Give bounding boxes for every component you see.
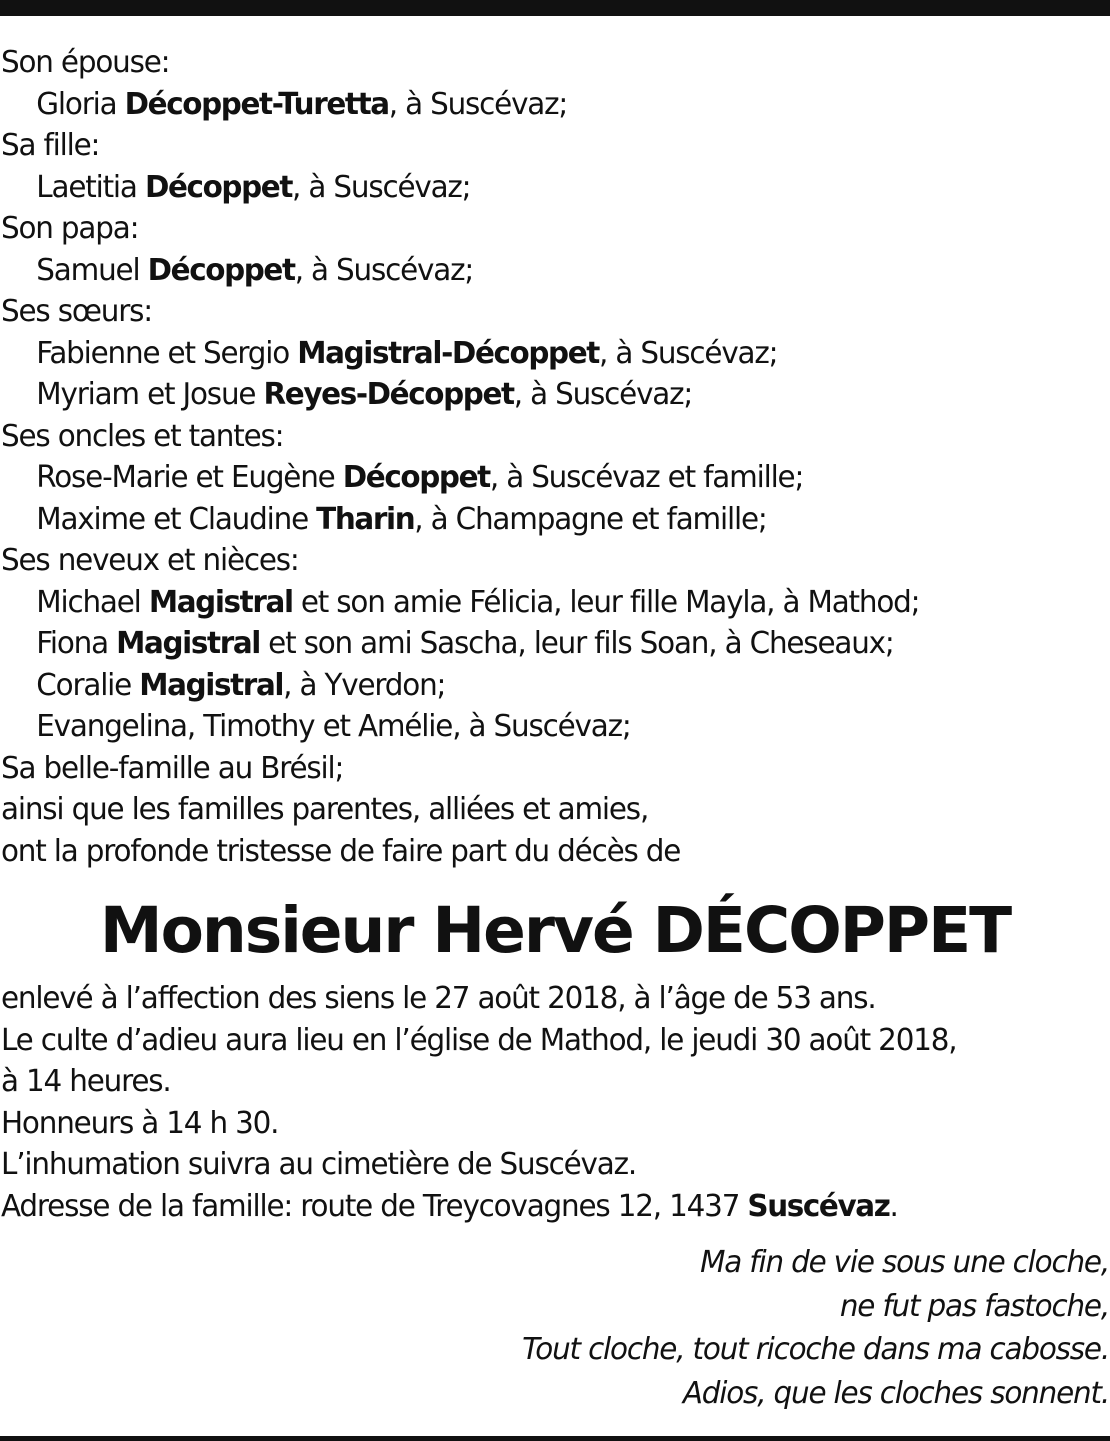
family-member-line-text: Gloria xyxy=(36,86,125,122)
family-member-line-suffix: , à Suscévaz; xyxy=(294,252,474,288)
poem-verse: ne fut pas fastoche, xyxy=(839,1288,1109,1324)
family-member-line xyxy=(1,665,1087,707)
top-border-rule xyxy=(0,0,1110,16)
detail-line xyxy=(1,1186,1087,1228)
family-member-line-text: Rose-Marie et Eugène xyxy=(36,460,343,495)
relation-heading: ont la profonde tristesse de faire part du décès de xyxy=(1,833,681,869)
family-member-line-text: Fiona xyxy=(36,626,117,661)
relation-heading: Ses neveux et nièces: xyxy=(1,543,299,578)
poem-verse: Adios, que les cloches sonnent. xyxy=(682,1375,1109,1411)
family-member-line xyxy=(1,623,1087,665)
family-member-line-surname: Décoppet-Turetta xyxy=(124,86,389,122)
detail-line: enlevé à l’affection des siens le 27 août 2018, à l’âge de 53 ans. xyxy=(1,981,876,1016)
poem-verse: Tout cloche, tout ricoche dans ma cabosse. xyxy=(522,1332,1109,1367)
relation-heading: Sa belle-famille au Brésil; xyxy=(1,750,344,786)
family-list xyxy=(1,42,1109,872)
family-member-line-suffix: , à Suscévaz; xyxy=(388,86,568,122)
relation-heading: Son épouse: xyxy=(1,45,170,80)
family-member-line xyxy=(1,167,1087,209)
poem-verse: Ma fin de vie sous une cloche, xyxy=(700,1245,1109,1280)
family-member-line-surname: Magistral xyxy=(139,667,284,703)
family-member-line-surname: Décoppet xyxy=(342,460,490,495)
family-member-line xyxy=(1,499,1087,541)
obituary-notice xyxy=(1,42,1109,1415)
family-member-line-suffix: , à Suscévaz; xyxy=(598,335,778,371)
detail-line-surname: Suscévaz xyxy=(747,1188,890,1224)
family-member-line-surname: Magistral xyxy=(116,626,260,661)
family-member-line-text: Laetitia xyxy=(36,169,145,205)
bottom-border-rule xyxy=(0,1436,1110,1441)
detail-line: à 14 heures. xyxy=(1,1064,171,1099)
family-member-line-text: Coralie xyxy=(36,667,140,703)
family-member-line-text: Samuel xyxy=(36,252,148,288)
funeral-details xyxy=(1,978,1109,1227)
family-member-line-surname: Décoppet xyxy=(144,169,293,205)
relation-heading: Ses oncles et tantes: xyxy=(1,418,284,454)
family-member-line xyxy=(1,84,1087,126)
family-member-line-suffix: , à Suscévaz et famille; xyxy=(489,460,804,495)
family-member-line xyxy=(1,582,1087,624)
relation-heading: Ses sœurs: xyxy=(1,294,152,329)
detail-line-suffix: . xyxy=(889,1188,898,1224)
family-member-line-surname: Tharin xyxy=(316,501,415,537)
family-member-line xyxy=(1,457,1087,499)
family-member-line-surname: Reyes-Décoppet xyxy=(263,377,514,412)
family-member-line-text: Maxime et Claudine xyxy=(36,501,317,537)
family-member-line-suffix: et son amie Félicia, leur fille Mayla, à Mathod; xyxy=(292,584,920,620)
relation-heading: ainsi que les familles parentes, alliées et amies, xyxy=(1,792,649,827)
family-member-line-suffix: , à Yverdon; xyxy=(283,667,446,703)
relation-heading: Sa fille: xyxy=(1,128,100,163)
family-member-line-suffix: , à Suscévaz; xyxy=(292,169,471,205)
relation-heading: Son papa: xyxy=(1,211,139,246)
detail-line-text: Adresse de la famille: route de Treycovagnes 12, 1437 xyxy=(1,1188,748,1224)
family-member-line-surname: Magistral-Décoppet xyxy=(297,335,599,371)
deceased-name: Monsieur Hervé DÉCOPPET xyxy=(99,894,1011,967)
detail-line: Honneurs à 14 h 30. xyxy=(1,1105,279,1141)
family-member-line: Evangelina, Timothy et Amélie, à Suscévaz; xyxy=(36,709,631,744)
family-member-line-suffix: et son ami Sascha, leur fils Soan, à Cheseaux; xyxy=(259,626,894,661)
family-member-line-suffix: , à Suscévaz; xyxy=(513,377,693,412)
family-member-line-suffix: , à Champagne et famille; xyxy=(414,501,767,537)
poem xyxy=(1,1241,1109,1415)
family-member-line-surname: Décoppet xyxy=(147,252,295,288)
family-member-line xyxy=(1,333,1087,375)
detail-line: L’inhumation suivra au cimetière de Suscévaz. xyxy=(1,1147,637,1182)
family-member-line-text: Fabienne et Sergio xyxy=(36,335,298,371)
family-member-line xyxy=(1,250,1087,292)
family-member-line-text: Michael xyxy=(36,584,149,620)
family-member-line-surname: Magistral xyxy=(148,584,293,620)
family-member-line-text: Myriam et Josue xyxy=(36,377,264,412)
detail-line: Le culte d’adieu aura lieu en l’église de Mathod, le jeudi 30 août 2018, xyxy=(1,1022,957,1058)
family-member-line xyxy=(1,374,1087,416)
